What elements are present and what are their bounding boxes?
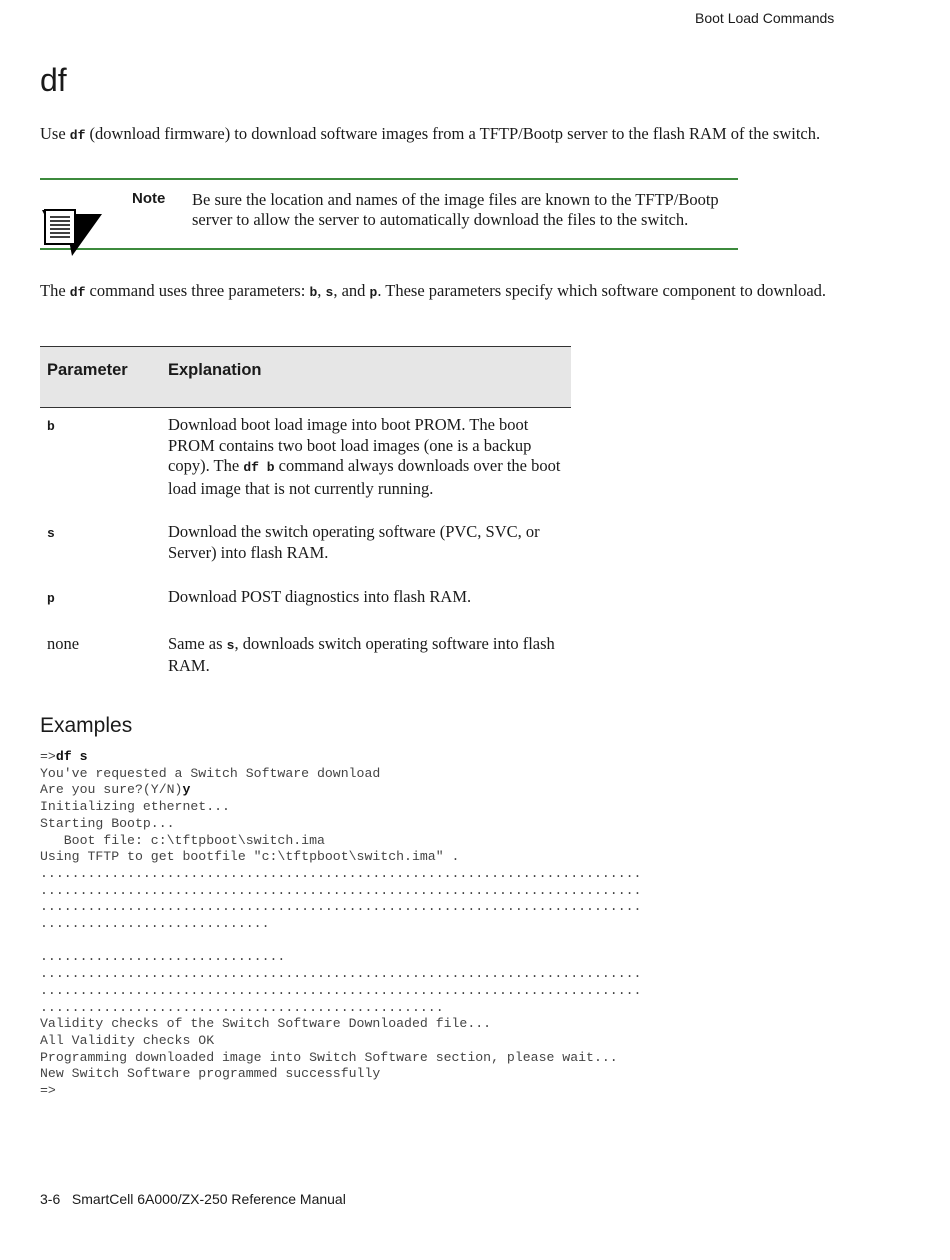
terminal-line: Programming downloaded image into Switch Software section, please wait...: [40, 1049, 618, 1065]
explanation-text: Same as: [168, 633, 227, 653]
intro-code: df: [69, 128, 86, 143]
terminal-output: [40, 749, 641, 1100]
param-cell: [40, 408, 161, 523]
table-row: [40, 587, 571, 634]
terminal-line: .............................: [40, 916, 270, 932]
terminal-line: =>: [40, 1083, 56, 1099]
table-header-row: [40, 347, 571, 408]
page-title: df: [40, 62, 67, 98]
confirm-answer: y: [182, 782, 191, 798]
terminal-line: ...................................................: [40, 999, 444, 1015]
terminal-line: ............................................................................: [40, 865, 642, 881]
params-text: . These parameters specify which software component to download.: [377, 281, 827, 300]
confirm-prompt: Are you sure?(Y/N): [40, 782, 183, 798]
terminal-line: ...............................: [40, 949, 286, 965]
explanation-cell: Download POST diagnostics into flash RAM.: [168, 587, 472, 606]
terminal-line: Initializing ethernet...: [40, 799, 230, 815]
parameters-paragraph: [40, 281, 826, 301]
note-document-icon: [42, 208, 102, 260]
param-cell: [40, 522, 161, 587]
table-row: [40, 408, 571, 523]
terminal-line: You've requested a Switch Software download: [40, 765, 381, 781]
terminal-lines-a: [40, 766, 380, 781]
param-code: b: [47, 419, 55, 434]
param-code: p: [47, 591, 55, 606]
note-text: Be sure the location and names of the image files are known to the TFTP/Bootp server to allow the server to automatically download the files to the switch.: [192, 190, 719, 229]
explanation-cell: [161, 408, 571, 523]
terminal-line: All Validity checks OK: [40, 1032, 215, 1048]
param-cell: [40, 587, 161, 634]
footer-page-number: 3-6: [40, 1191, 61, 1207]
explanation-text: Download boot load image into boot PROM. The boot PROM contains two boot load images (one is a backup copy). The: [168, 415, 532, 475]
terminal-line: Starting Bootp...: [40, 815, 175, 831]
terminal-line: Validity checks of the Switch Software Downloaded file...: [40, 1016, 492, 1032]
params-code-s: s: [325, 285, 334, 300]
params-text: command uses three parameters:: [85, 281, 310, 300]
terminal-prompt: =>: [40, 749, 56, 764]
column-header-parameter: Parameter: [40, 347, 161, 408]
running-header: Boot Load Commands: [695, 10, 835, 26]
params-code-df: df: [69, 285, 86, 300]
intro-text-before: Use: [40, 124, 70, 143]
column-header-explanation: Explanation: [161, 347, 571, 408]
params-text: , and: [333, 281, 370, 300]
intro-paragraph: [40, 124, 820, 144]
explanation-cell: [161, 634, 571, 677]
note-label: Note: [132, 190, 166, 207]
params-code-b: b: [309, 285, 318, 300]
terminal-line: New Switch Software programmed successfully: [40, 1066, 381, 1082]
intro-text-after: (download firmware) to download software images from a TFTP/Bootp server to the flash RAM of the switch.: [85, 124, 821, 143]
terminal-line: ............................................................................: [40, 899, 642, 915]
terminal-command: df s: [55, 749, 88, 764]
terminal-line: ............................................................................: [40, 966, 642, 982]
table-row: [40, 634, 571, 677]
terminal-line: Boot file: c:\tftpboot\switch.ima: [63, 832, 325, 848]
params-text: The: [40, 281, 70, 300]
explanation-code: df b: [243, 460, 275, 475]
param-code: s: [47, 526, 55, 541]
examples-heading: Examples: [40, 714, 133, 737]
page-footer: [40, 1191, 346, 1207]
note-box: [40, 178, 738, 250]
parameter-table: [40, 346, 571, 677]
terminal-line: ............................................................................: [40, 982, 642, 998]
explanation-cell: Download the switch operating software (PVC, SVC, or Server) into flash RAM.: [168, 522, 540, 562]
footer-manual-title: SmartCell 6A000/ZX-250 Reference Manual: [71, 1191, 346, 1207]
table-row: [40, 522, 571, 587]
explanation-text: , downloads switch operating software into flash RAM.: [168, 633, 555, 675]
explanation-text: command always downloads over the boot load image that is not currently running.: [168, 456, 561, 498]
params-code-p: p: [369, 285, 378, 300]
terminal-line: Using TFTP to get bootfile "c:\tftpboot\switch.ima" .: [40, 849, 460, 865]
terminal-line: ............................................................................: [40, 882, 642, 898]
param-cell: none: [47, 633, 80, 653]
explanation-code: s: [226, 637, 235, 653]
terminal-lines-b: [40, 799, 641, 1098]
params-text: ,: [317, 281, 326, 300]
